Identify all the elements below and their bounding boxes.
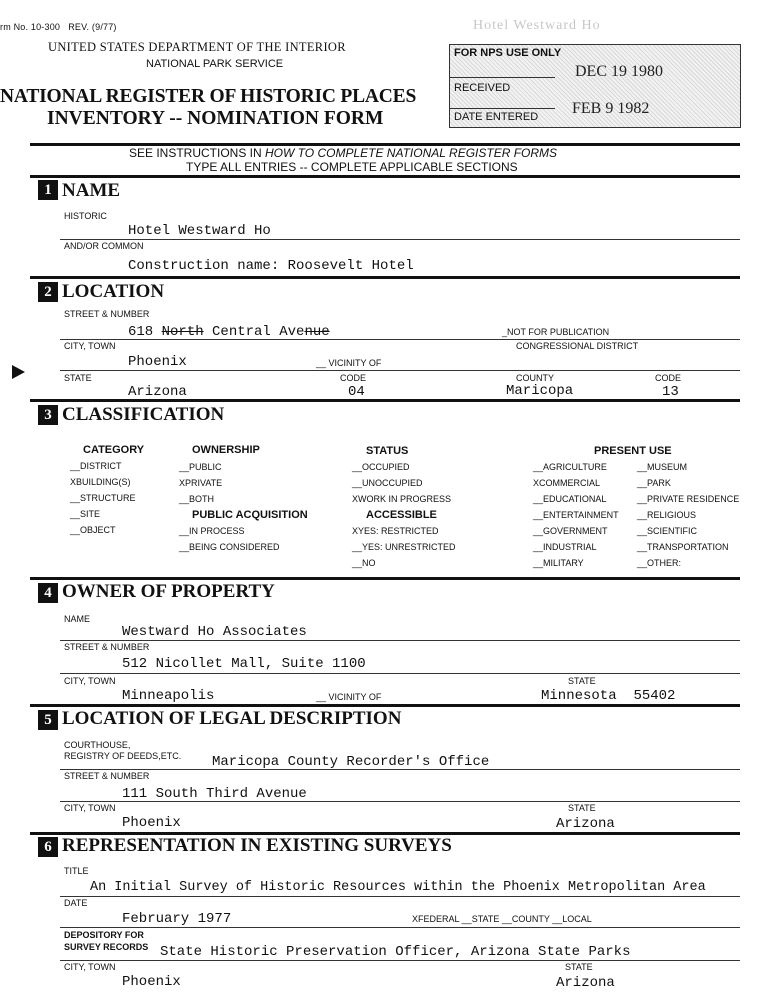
rule xyxy=(30,276,740,279)
rule xyxy=(60,239,740,240)
checkbox-option: __OTHER: xyxy=(637,558,682,568)
section-title: LOCATION OF LEGAL DESCRIPTION xyxy=(62,708,402,729)
county-code-value: 13 xyxy=(662,384,679,400)
checkbox-option: __PARK xyxy=(637,478,671,488)
checkbox-option: XCOMMERCIAL xyxy=(533,478,601,488)
checkbox-option: __PRIVATE RESIDENCE xyxy=(637,494,740,504)
field-label: STATE xyxy=(568,676,596,686)
field-label: STREET & NUMBER xyxy=(64,642,150,652)
checkbox-option: __BEING CONSIDERED xyxy=(179,542,280,552)
depository-state-value: Arizona xyxy=(556,975,615,991)
state-value: Arizona xyxy=(128,384,187,400)
form-title-line1: NATIONAL REGISTER OF HISTORIC PLACES xyxy=(0,86,417,107)
checkbox-option: __SCIENTIFIC xyxy=(637,526,698,536)
field-label: AND/OR COMMON xyxy=(64,241,144,251)
depository-value: State Historic Preservation Officer, Arizona State Parks xyxy=(160,944,631,960)
not-for-publication: _NOT FOR PUBLICATION xyxy=(502,327,610,337)
section-number: 2 xyxy=(38,282,58,302)
checkbox-option: __INDUSTRIAL xyxy=(533,542,597,552)
county-value: Maricopa xyxy=(506,383,574,399)
city-value: Phoenix xyxy=(128,354,187,370)
field-label: CODE xyxy=(340,373,367,383)
status-list xyxy=(352,462,451,510)
registry-value: Maricopa County Recorder's Office xyxy=(212,754,490,770)
field-label: NAME xyxy=(64,614,91,624)
checkbox-option: __BOTH xyxy=(179,494,215,504)
checkbox-option: __UNOCCUPIED xyxy=(352,478,423,488)
checkbox-option: __SITE xyxy=(70,509,101,519)
received-value: DEC 19 1980 xyxy=(575,63,663,80)
checkbox-option: __ENTERTAINMENT xyxy=(533,510,619,520)
section-title: NAME xyxy=(62,180,121,201)
field-label: STREET & NUMBER xyxy=(64,309,150,319)
survey-level-options: XFEDERAL __STATE __COUNTY __LOCAL xyxy=(412,914,592,924)
rule xyxy=(30,577,740,580)
checkbox-option: __STRUCTURE xyxy=(70,493,136,503)
vicinity-of: __ VICINITY OF xyxy=(316,692,382,702)
checkbox-option: __TRANSPORTATION xyxy=(637,542,729,552)
field-label: CITY, TOWN xyxy=(64,962,116,972)
field-label: REGISTRY OF DEEDS,ETC. xyxy=(64,751,182,761)
section-title: LOCATION xyxy=(62,281,165,302)
acquisition-header: PUBLIC ACQUISITION xyxy=(192,509,308,521)
rule xyxy=(30,704,740,707)
field-label: STREET & NUMBER xyxy=(64,771,150,781)
field-label: HISTORIC xyxy=(64,211,107,221)
checkbox-option: __DISTRICT xyxy=(70,461,122,471)
field-label: CITY, TOWN xyxy=(64,341,116,351)
section-number: 1 xyxy=(38,180,58,200)
field-label: STATE xyxy=(565,962,593,972)
accessible-header: ACCESSIBLE xyxy=(366,509,437,521)
margin-arrow-icon xyxy=(12,365,25,379)
nps-use-box xyxy=(449,44,741,128)
common-name-value: Construction name: Roosevelt Hotel xyxy=(128,258,414,274)
vicinity-of: __ VICINITY OF xyxy=(316,358,382,368)
ownership-list xyxy=(179,462,222,510)
date-entered-value: FEB 9 1982 xyxy=(572,100,650,117)
legal-state-value: Arizona xyxy=(556,816,615,832)
field-label: TITLE xyxy=(64,866,89,876)
nps-box-divider xyxy=(450,108,555,109)
section-title: REPRESENTATION IN EXISTING SURVEYS xyxy=(62,835,452,856)
owner-city-value: Minneapolis xyxy=(122,688,215,704)
checkbox-option: XPRIVATE xyxy=(179,478,223,488)
checkbox-option: __MUSEUM xyxy=(637,462,688,472)
service-name: NATIONAL PARK SERVICE xyxy=(146,58,284,70)
rule xyxy=(60,769,740,770)
checkbox-option: __OBJECT xyxy=(70,525,116,535)
section-number: 6 xyxy=(38,837,58,857)
section-number: 3 xyxy=(38,405,58,425)
field-label: COURTHOUSE, xyxy=(64,740,131,750)
checkbox-option: __AGRICULTURE xyxy=(533,462,607,472)
owner-street-value: 512 Nicollet Mall, Suite 1100 xyxy=(122,656,366,672)
field-label: CONGRESSIONAL DISTRICT xyxy=(516,341,639,351)
rule xyxy=(60,370,740,371)
rule xyxy=(60,960,740,961)
checkbox-option: __GOVERNMENT xyxy=(533,526,608,536)
rule xyxy=(60,640,740,641)
acquisition-list xyxy=(179,526,280,558)
checkbox-option: XWORK IN PROGRESS xyxy=(352,494,452,504)
rule xyxy=(30,399,740,402)
field-label: STATE xyxy=(64,373,92,383)
checkbox-option: __YES: UNRESTRICTED xyxy=(352,542,456,552)
instructions-line1: SEE INSTRUCTIONS IN HOW TO COMPLETE NATIONAL REGISTER FORMS xyxy=(129,146,558,160)
rule xyxy=(60,896,740,897)
section-title: CLASSIFICATION xyxy=(62,404,225,425)
survey-date-value: February 1977 xyxy=(122,911,232,927)
category-list xyxy=(70,461,136,541)
rule xyxy=(30,175,740,178)
rule xyxy=(60,801,740,802)
instructions-line2: TYPE ALL ENTRIES -- COMPLETE APPLICABLE SECTIONS xyxy=(186,160,518,174)
rule xyxy=(60,927,740,928)
owner-state-value: Minnesota 55402 xyxy=(541,688,676,704)
checkbox-option: XBUILDING(S) xyxy=(70,477,131,487)
date-entered-label: DATE ENTERED xyxy=(454,111,539,123)
state-code-value: 04 xyxy=(348,384,365,400)
rule xyxy=(60,339,740,340)
checkbox-option: __NO xyxy=(352,558,376,568)
form-number: rm No. 10-300 REV. (9/77) xyxy=(0,22,117,32)
scribble-note: Hotel Westward Ho xyxy=(473,18,601,33)
received-label: RECEIVED xyxy=(454,82,511,94)
checkbox-option: __EDUCATIONAL xyxy=(533,494,607,504)
checkbox-option: XYES: RESTRICTED xyxy=(352,526,439,536)
field-label: CITY, TOWN xyxy=(64,803,116,813)
status-header: STATUS xyxy=(366,445,409,457)
field-label: CODE xyxy=(655,373,682,383)
rule xyxy=(60,673,740,674)
checkbox-option: __RELIGIOUS xyxy=(637,510,697,520)
checkbox-option: __PUBLIC xyxy=(179,462,222,472)
historic-name-value: Hotel Westward Ho xyxy=(128,223,271,239)
ownership-header: OWNERSHIP xyxy=(192,444,260,456)
legal-street-value: 111 South Third Avenue xyxy=(122,786,307,802)
category-header: CATEGORY xyxy=(83,444,145,456)
legal-city-value: Phoenix xyxy=(122,815,181,831)
section-title: OWNER OF PROPERTY xyxy=(62,581,275,602)
field-label: STATE xyxy=(568,803,596,813)
field-label: SURVEY RECORDS xyxy=(64,942,149,952)
department-name: UNITED STATES DEPARTMENT OF THE INTERIOR xyxy=(48,40,346,54)
nps-box-divider xyxy=(450,77,555,78)
survey-title-value: An Initial Survey of Historic Resources within the Phoenix Metropolitan Area xyxy=(90,880,706,895)
present-use-list-right xyxy=(637,462,739,574)
present-use-list-left xyxy=(533,462,619,574)
checkbox-option: __OCCUPIED xyxy=(352,462,410,472)
form-title-line2: INVENTORY -- NOMINATION FORM xyxy=(47,108,384,129)
field-label: CITY, TOWN xyxy=(64,676,116,686)
section-number: 5 xyxy=(38,710,58,730)
owner-name-value: Westward Ho Associates xyxy=(122,624,307,640)
checkbox-option: __MILITARY xyxy=(533,558,584,568)
depository-city-value: Phoenix xyxy=(122,974,181,990)
accessible-list xyxy=(352,526,456,574)
section-number: 4 xyxy=(38,583,58,603)
field-label: COUNTY xyxy=(516,373,554,383)
field-label: DEPOSITORY FOR xyxy=(64,930,144,940)
checkbox-option: __IN PROCESS xyxy=(179,526,245,536)
nps-box-title: FOR NPS USE ONLY xyxy=(454,47,562,59)
present-use-header: PRESENT USE xyxy=(594,445,672,457)
street-value: 618 North Central Avenue xyxy=(128,324,330,340)
field-label: DATE xyxy=(64,898,88,908)
